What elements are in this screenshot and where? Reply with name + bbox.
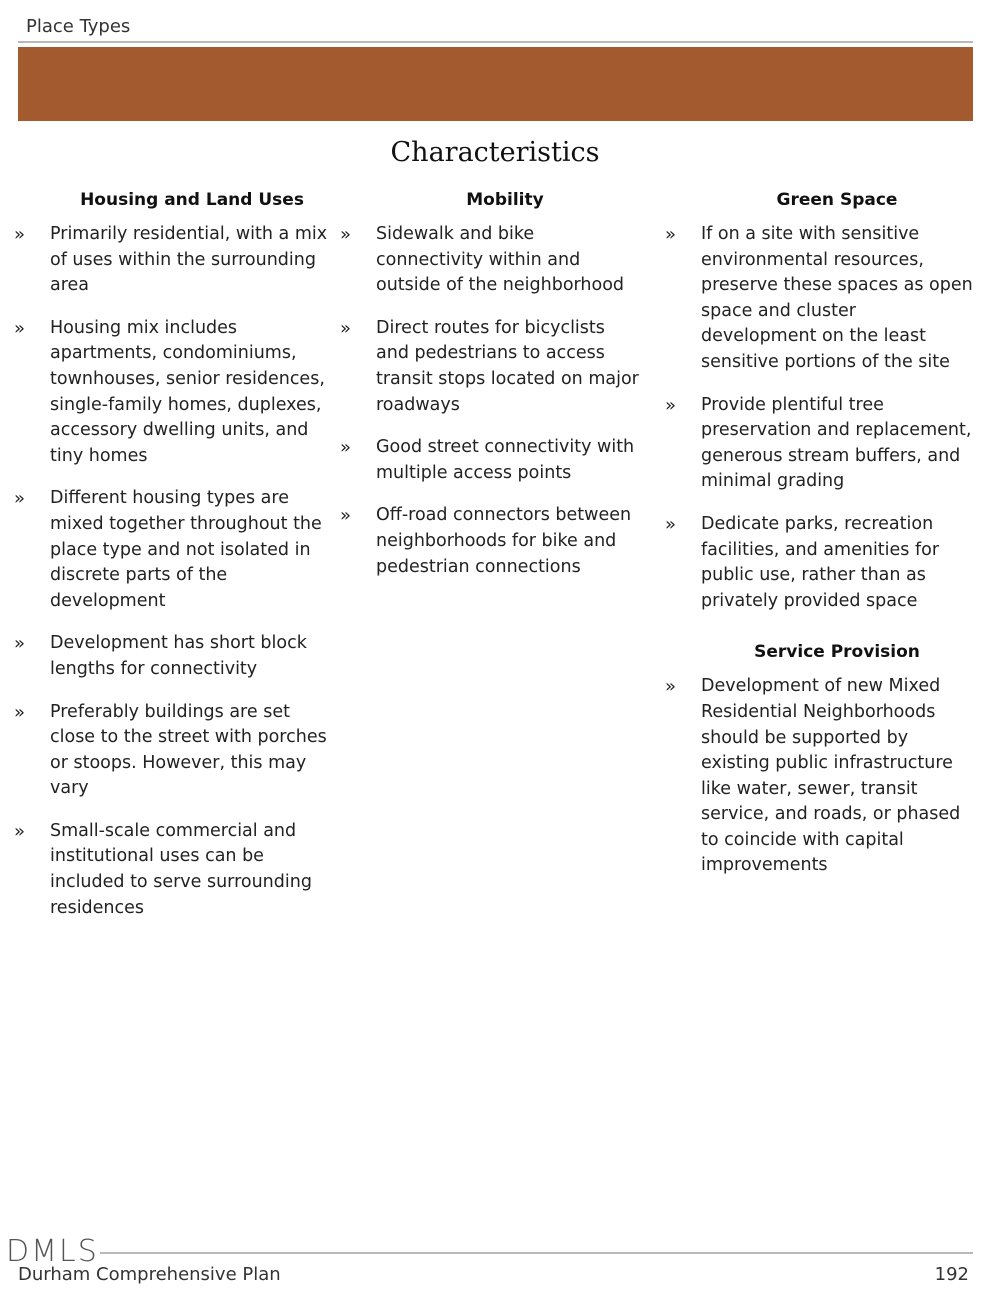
list-item-text: Off-road connectors between neighborhoods for bike and pedestrian connections xyxy=(376,505,632,577)
list-item xyxy=(340,222,640,299)
bullet-icon: » xyxy=(340,224,352,245)
list-item-text: Development of new Mixed Residential Neighborhoods should be supported by existing public infrastructure like water, sewer, transit service, and roads, or phased to coincide with capital improvements xyxy=(701,676,961,876)
list-item-text: Dedicate parks, recreation facilities, and amenities for public use, rather than as privately provided space xyxy=(701,513,940,611)
bullet-list xyxy=(14,222,332,921)
bullet-icon: » xyxy=(14,224,26,245)
section-title: Characteristics xyxy=(390,137,600,168)
column-mobility xyxy=(340,188,640,597)
bullet-icon: » xyxy=(665,394,677,416)
list-item xyxy=(665,512,975,614)
service-provision-heading: Service Provision xyxy=(754,642,920,663)
bullet-icon: » xyxy=(340,317,352,339)
list-item xyxy=(14,700,332,802)
bullet-icon: » xyxy=(14,488,26,510)
list-item xyxy=(665,674,975,879)
list-item-text: If on a site with sensitive environmental resources, preserve these spaces as open space and cluster development on the least sensitive portions of the site xyxy=(701,224,973,372)
list-item xyxy=(14,631,332,682)
bullet-icon: » xyxy=(14,701,26,723)
column-housing-land-uses xyxy=(14,188,332,938)
column-heading: Mobility xyxy=(466,190,544,210)
bullet-icon: » xyxy=(14,317,26,339)
list-item xyxy=(665,222,975,376)
list-item-text: Different housing types are mixed together throughout the place type and not isolated in discrete parts of the development xyxy=(50,488,322,611)
list-item-text: Good street connectivity with multiple access points xyxy=(376,437,635,483)
column-green-space xyxy=(665,188,975,896)
list-item-text: Development has short block lengths for connectivity xyxy=(50,633,307,679)
bullet-list xyxy=(340,222,640,580)
list-item-text: Direct routes for bicyclists and pedestrians to access transit stops located on major roadways xyxy=(376,317,639,415)
list-item xyxy=(14,222,332,299)
color-banner xyxy=(18,47,973,121)
list-item xyxy=(340,316,640,418)
page-number: 192 xyxy=(934,1264,969,1285)
footer-divider xyxy=(100,1252,973,1254)
bullet-list xyxy=(665,222,975,614)
bullet-icon: » xyxy=(340,505,352,527)
list-item xyxy=(665,393,975,495)
bullet-icon: » xyxy=(665,676,677,698)
footer-title: Durham Comprehensive Plan xyxy=(18,1264,281,1285)
list-item-text: Sidewalk and bike connectivity within and outside of the neighborhood xyxy=(376,224,625,296)
column-heading: Green Space xyxy=(776,190,898,210)
list-item xyxy=(340,503,640,580)
list-item-text: Preferably buildings are set close to the street with porches or stoops. However, this may vary xyxy=(50,701,327,799)
list-item-text: Small-scale commercial and institutional uses can be included to serve surrounding residences xyxy=(50,820,312,918)
list-item xyxy=(14,819,332,921)
bullet-icon: » xyxy=(665,513,677,535)
list-item-text: Provide plentiful tree preservation and replacement, generous stream buffers, and minimal grading xyxy=(701,394,972,492)
bullet-icon: » xyxy=(14,633,26,655)
list-item-text: Primarily residential, with a mix of uses within the surrounding area xyxy=(50,224,328,296)
dmls-logo: DMLS xyxy=(6,1234,99,1269)
list-item xyxy=(340,435,640,486)
list-item xyxy=(14,316,332,470)
bullet-icon: » xyxy=(14,820,26,842)
header-divider xyxy=(18,41,973,43)
bullet-icon: » xyxy=(665,224,677,245)
list-item xyxy=(14,486,332,614)
list-item-text: Housing mix includes apartments, condominiums, townhouses, senior residences, single-family homes, duplexes, accessory dwelling units, and tiny homes xyxy=(50,317,325,466)
bullet-list xyxy=(665,674,975,879)
column-heading: Housing and Land Uses xyxy=(80,190,304,210)
bullet-icon: » xyxy=(340,437,352,459)
page-header-label: Place Types xyxy=(26,16,131,37)
